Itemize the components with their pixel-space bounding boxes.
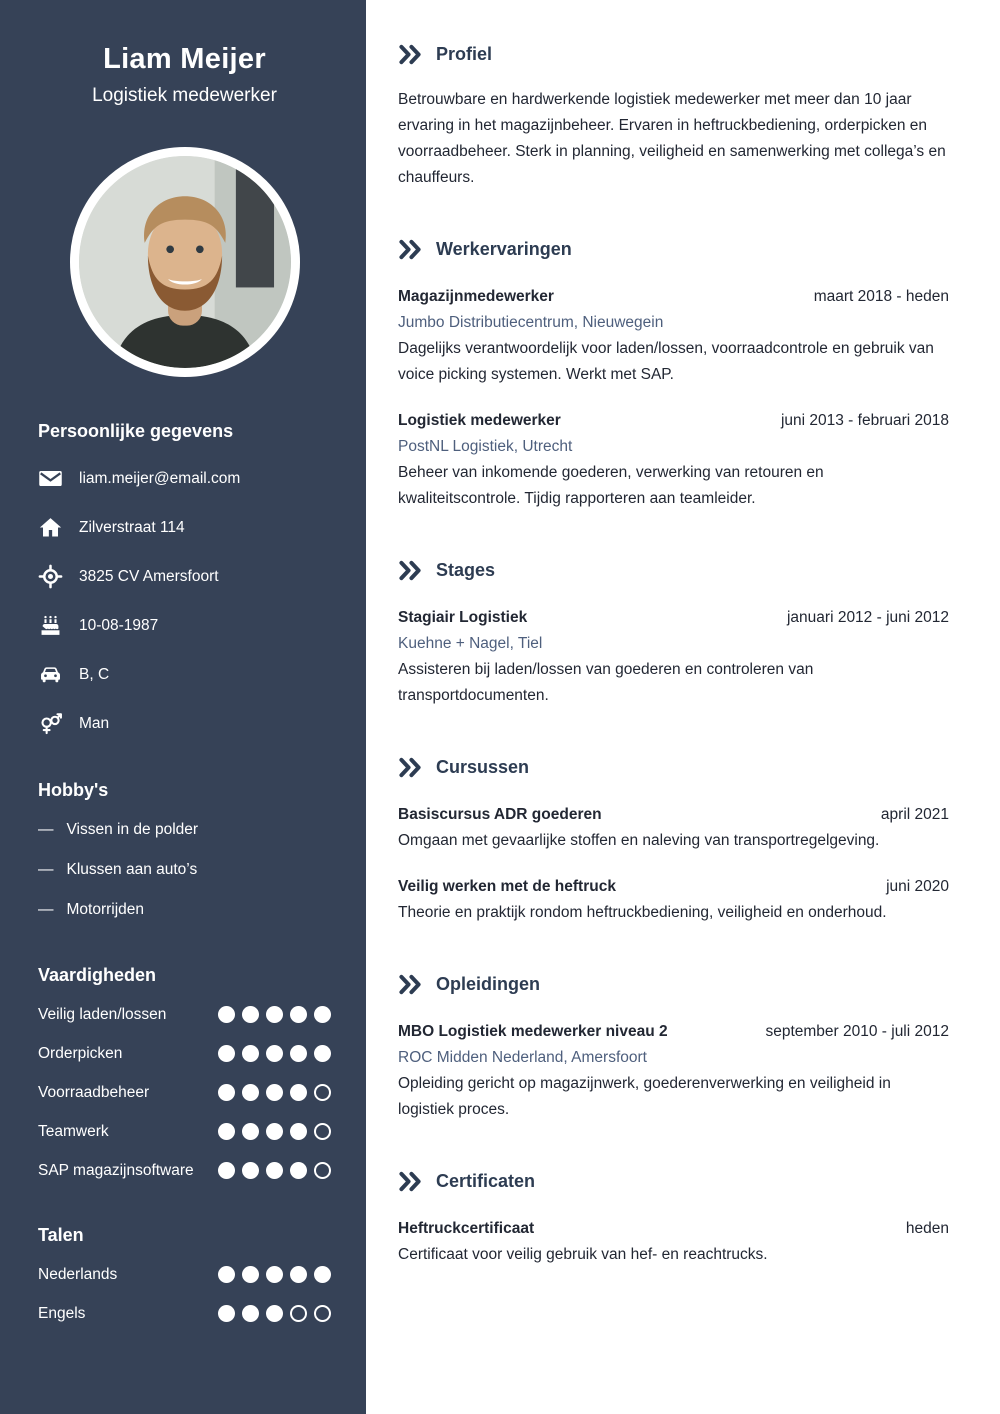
section-header <box>398 1171 949 1192</box>
section-title: Werkervaringen <box>436 239 572 259</box>
dot-filled-icon <box>266 1162 283 1179</box>
dot-filled-icon <box>290 1123 307 1140</box>
entry <box>398 1019 949 1123</box>
hobbies-heading: Hobby's <box>38 780 109 800</box>
skill-dots <box>218 1006 331 1023</box>
section-title: Stages <box>436 560 496 580</box>
section-header <box>398 239 949 260</box>
dot-filled-icon <box>290 1266 307 1283</box>
dot-filled-icon <box>266 1084 283 1101</box>
contact-text: B, C <box>79 665 110 683</box>
dot-empty-icon <box>290 1305 307 1322</box>
hobby-item <box>38 899 331 921</box>
section-header <box>398 560 949 581</box>
dot-filled-icon <box>266 1123 283 1140</box>
home-icon <box>38 515 63 540</box>
section-header <box>398 44 949 65</box>
entry-date: maart 2018 - heden <box>813 288 949 305</box>
skill-row <box>38 1043 331 1064</box>
dot-filled-icon <box>242 1305 259 1322</box>
skill-dots <box>218 1305 331 1322</box>
entry <box>398 874 949 926</box>
hobby-label: — Motorrijden <box>66 901 145 918</box>
dot-filled-icon <box>242 1162 259 1179</box>
dot-filled-icon <box>242 1045 259 1062</box>
entry-role: Logistiek medewerker <box>398 412 561 429</box>
skill-row-label: SAP magazijnsoftware <box>38 1162 194 1179</box>
contact-item <box>38 613 331 638</box>
main-content <box>366 0 1000 1414</box>
dot-filled-icon <box>290 1084 307 1101</box>
language-row <box>38 1303 331 1324</box>
skill-dots <box>218 1162 331 1179</box>
dot-empty-icon <box>314 1084 331 1101</box>
profile-photo-illustration <box>79 156 291 368</box>
double-chevron-icon <box>398 560 423 581</box>
dot-empty-icon <box>314 1305 331 1322</box>
entry <box>398 1216 949 1268</box>
section-header <box>398 757 949 778</box>
hobby-item <box>38 859 331 881</box>
entry-role: Veilig werken met de heftruck <box>398 878 616 895</box>
skill-row-label: Teamwerk <box>38 1123 109 1140</box>
hobby-label: — Klussen aan auto’s <box>66 861 198 878</box>
entry-organization: ROC Midden Nederland, Amersfoort <box>398 1049 647 1066</box>
double-chevron-icon <box>398 44 423 65</box>
dot-filled-icon <box>290 1045 307 1062</box>
section-certificaten <box>398 1171 949 1268</box>
dot-filled-icon <box>266 1266 283 1283</box>
skill-list <box>38 1004 331 1181</box>
entry-description: Omgaan met gevaarlijke stoffen en naleving van transportregelgeving. <box>398 832 880 849</box>
entry-title-row <box>398 1216 949 1242</box>
entry <box>398 605 949 709</box>
dot-filled-icon <box>290 1162 307 1179</box>
entry-description: Dagelijks verantwoordelijk voor laden/lossen, voorraadcontrole en gebruik van voice picking systemen. Werkt met SAP. <box>398 340 934 383</box>
section-stages <box>398 560 949 709</box>
personal-heading: Persoonlijke gegevens <box>38 421 234 441</box>
entry-title-row <box>398 605 949 631</box>
contact-text: liam.meijer@email.com <box>79 469 241 487</box>
dot-filled-icon <box>218 1266 235 1283</box>
entry-date: juni 2020 <box>886 878 949 895</box>
language-row <box>38 1264 331 1285</box>
hobby-list <box>38 819 331 921</box>
profile-photo <box>70 147 300 377</box>
dot-filled-icon <box>218 1045 235 1062</box>
entry-description: Theorie en praktijk rondom heftruckbediening, veiligheid en onderhoud. <box>398 904 887 921</box>
skill-row-label: Voorraadbeheer <box>38 1084 150 1101</box>
entry <box>398 284 949 388</box>
dot-filled-icon <box>266 1305 283 1322</box>
skill-row <box>38 1004 331 1025</box>
double-chevron-icon <box>398 757 423 778</box>
contact-text: 10-08-1987 <box>79 616 159 634</box>
skills-heading: Vaardigheden <box>38 965 157 985</box>
dot-filled-icon <box>314 1266 331 1283</box>
entry-date: september 2010 - juli 2012 <box>765 1023 949 1040</box>
contact-item <box>38 466 331 491</box>
section-title: Certificaten <box>436 1171 536 1191</box>
dot-filled-icon <box>314 1045 331 1062</box>
dot-filled-icon <box>218 1305 235 1322</box>
entry-role: Basiscursus ADR goederen <box>398 806 602 823</box>
entry-description: Opleiding gericht op magazijnwerk, goederenverwerking en veiligheid in logistiek proces. <box>398 1075 891 1118</box>
dot-filled-icon <box>266 1045 283 1062</box>
entry-description: Certificaat voor veilig gebruik van hef- en reachtrucks. <box>398 1246 768 1263</box>
dot-filled-icon <box>218 1084 235 1101</box>
skill-row <box>38 1160 331 1181</box>
dot-filled-icon <box>218 1006 235 1023</box>
entry-date: april 2021 <box>880 806 949 823</box>
skill-row-label: Veilig laden/lossen <box>38 1006 167 1023</box>
entry <box>398 802 949 854</box>
dot-filled-icon <box>218 1123 235 1140</box>
hobby-label: — Vissen in de polder <box>66 821 199 838</box>
section-title: Cursussen <box>436 757 530 777</box>
candidate-role: Logistiek medewerker <box>92 85 277 106</box>
candidate-name: Liam Meijer <box>103 43 266 75</box>
skill-row <box>38 1082 331 1103</box>
section-title: Opleidingen <box>436 974 541 994</box>
contact-text: Man <box>79 714 110 732</box>
entry-description: Assisteren bij laden/lossen van goederen en controleren van transportdocumenten. <box>398 661 814 704</box>
entry-title-row <box>398 1019 949 1045</box>
entry-role: MBO Logistiek medewerker niveau 2 <box>398 1023 668 1040</box>
entry-date: heden <box>905 1220 949 1237</box>
entry <box>398 408 949 512</box>
personal-list <box>38 466 331 736</box>
entry-title-row <box>398 284 949 310</box>
entry-date: januari 2012 - juni 2012 <box>786 609 949 626</box>
language-list <box>38 1264 331 1324</box>
section-title: Profiel <box>436 44 493 64</box>
entry-title-row <box>398 408 949 434</box>
dot-filled-icon <box>242 1123 259 1140</box>
entry-organization: Jumbo Distributiecentrum, Nieuwegein <box>398 314 664 331</box>
language-row-label: Engels <box>38 1305 86 1322</box>
envelope-icon <box>38 466 63 491</box>
skill-row-label: Orderpicken <box>38 1045 123 1062</box>
entry-description: Beheer van inkomende goederen, verwerking van retouren en kwaliteitscontrole. Tijdig rapporteren aan teamleider. <box>398 464 824 507</box>
location-icon <box>38 564 63 589</box>
language-row-label: Nederlands <box>38 1266 118 1283</box>
contact-item <box>38 711 331 736</box>
skill-dots <box>218 1266 331 1283</box>
entry-role: Magazijnmedewerker <box>398 288 554 305</box>
skill-dots <box>218 1084 331 1101</box>
dot-filled-icon <box>218 1162 235 1179</box>
skill-row <box>38 1121 331 1142</box>
car-icon <box>38 662 63 687</box>
entry-role: Heftruckcertificaat <box>398 1220 535 1237</box>
languages-heading: Talen <box>38 1225 84 1245</box>
birthday-cake-icon <box>38 613 63 638</box>
contact-item <box>38 515 331 540</box>
section-header <box>398 974 949 995</box>
dot-filled-icon <box>314 1006 331 1023</box>
entry-date: juni 2013 - februari 2018 <box>780 412 949 429</box>
dot-filled-icon <box>290 1006 307 1023</box>
section-paragraph: Betrouwbare en hardwerkende logistiek medewerker met meer dan 10 jaar ervaring in het magazijnbeheer. Ervaren in heftruckbediening, orderpicken en voorraadbeheer. Sterk in planning, veiligheid en samenwerking met collega’s en chauffeurs. <box>398 91 946 186</box>
contact-text: Zilverstraat 114 <box>79 518 185 536</box>
section-cursussen <box>398 757 949 926</box>
contact-text: 3825 CV Amersfoort <box>79 567 219 585</box>
sidebar <box>0 0 366 1414</box>
section-opleidingen <box>398 974 949 1123</box>
dot-filled-icon <box>242 1084 259 1101</box>
dot-empty-icon <box>314 1123 331 1140</box>
double-chevron-icon <box>398 974 423 995</box>
skill-dots <box>218 1045 331 1062</box>
dot-empty-icon <box>314 1162 331 1179</box>
entry-title-row <box>398 874 949 900</box>
gender-icon <box>38 711 63 736</box>
skill-dots <box>218 1123 331 1140</box>
double-chevron-icon <box>398 239 423 260</box>
dot-filled-icon <box>266 1006 283 1023</box>
section-profiel <box>398 44 949 191</box>
entry-organization: Kuehne + Nagel, Tiel <box>398 635 543 652</box>
entry-title-row <box>398 802 949 828</box>
entry-organization: PostNL Logistiek, Utrecht <box>398 438 573 455</box>
hobby-item <box>38 819 331 841</box>
contact-item <box>38 564 331 589</box>
section-werkervaringen <box>398 239 949 512</box>
dot-filled-icon <box>242 1006 259 1023</box>
dot-filled-icon <box>242 1266 259 1283</box>
double-chevron-icon <box>398 1171 423 1192</box>
contact-item <box>38 662 331 687</box>
entry-role: Stagiair Logistiek <box>398 609 528 626</box>
